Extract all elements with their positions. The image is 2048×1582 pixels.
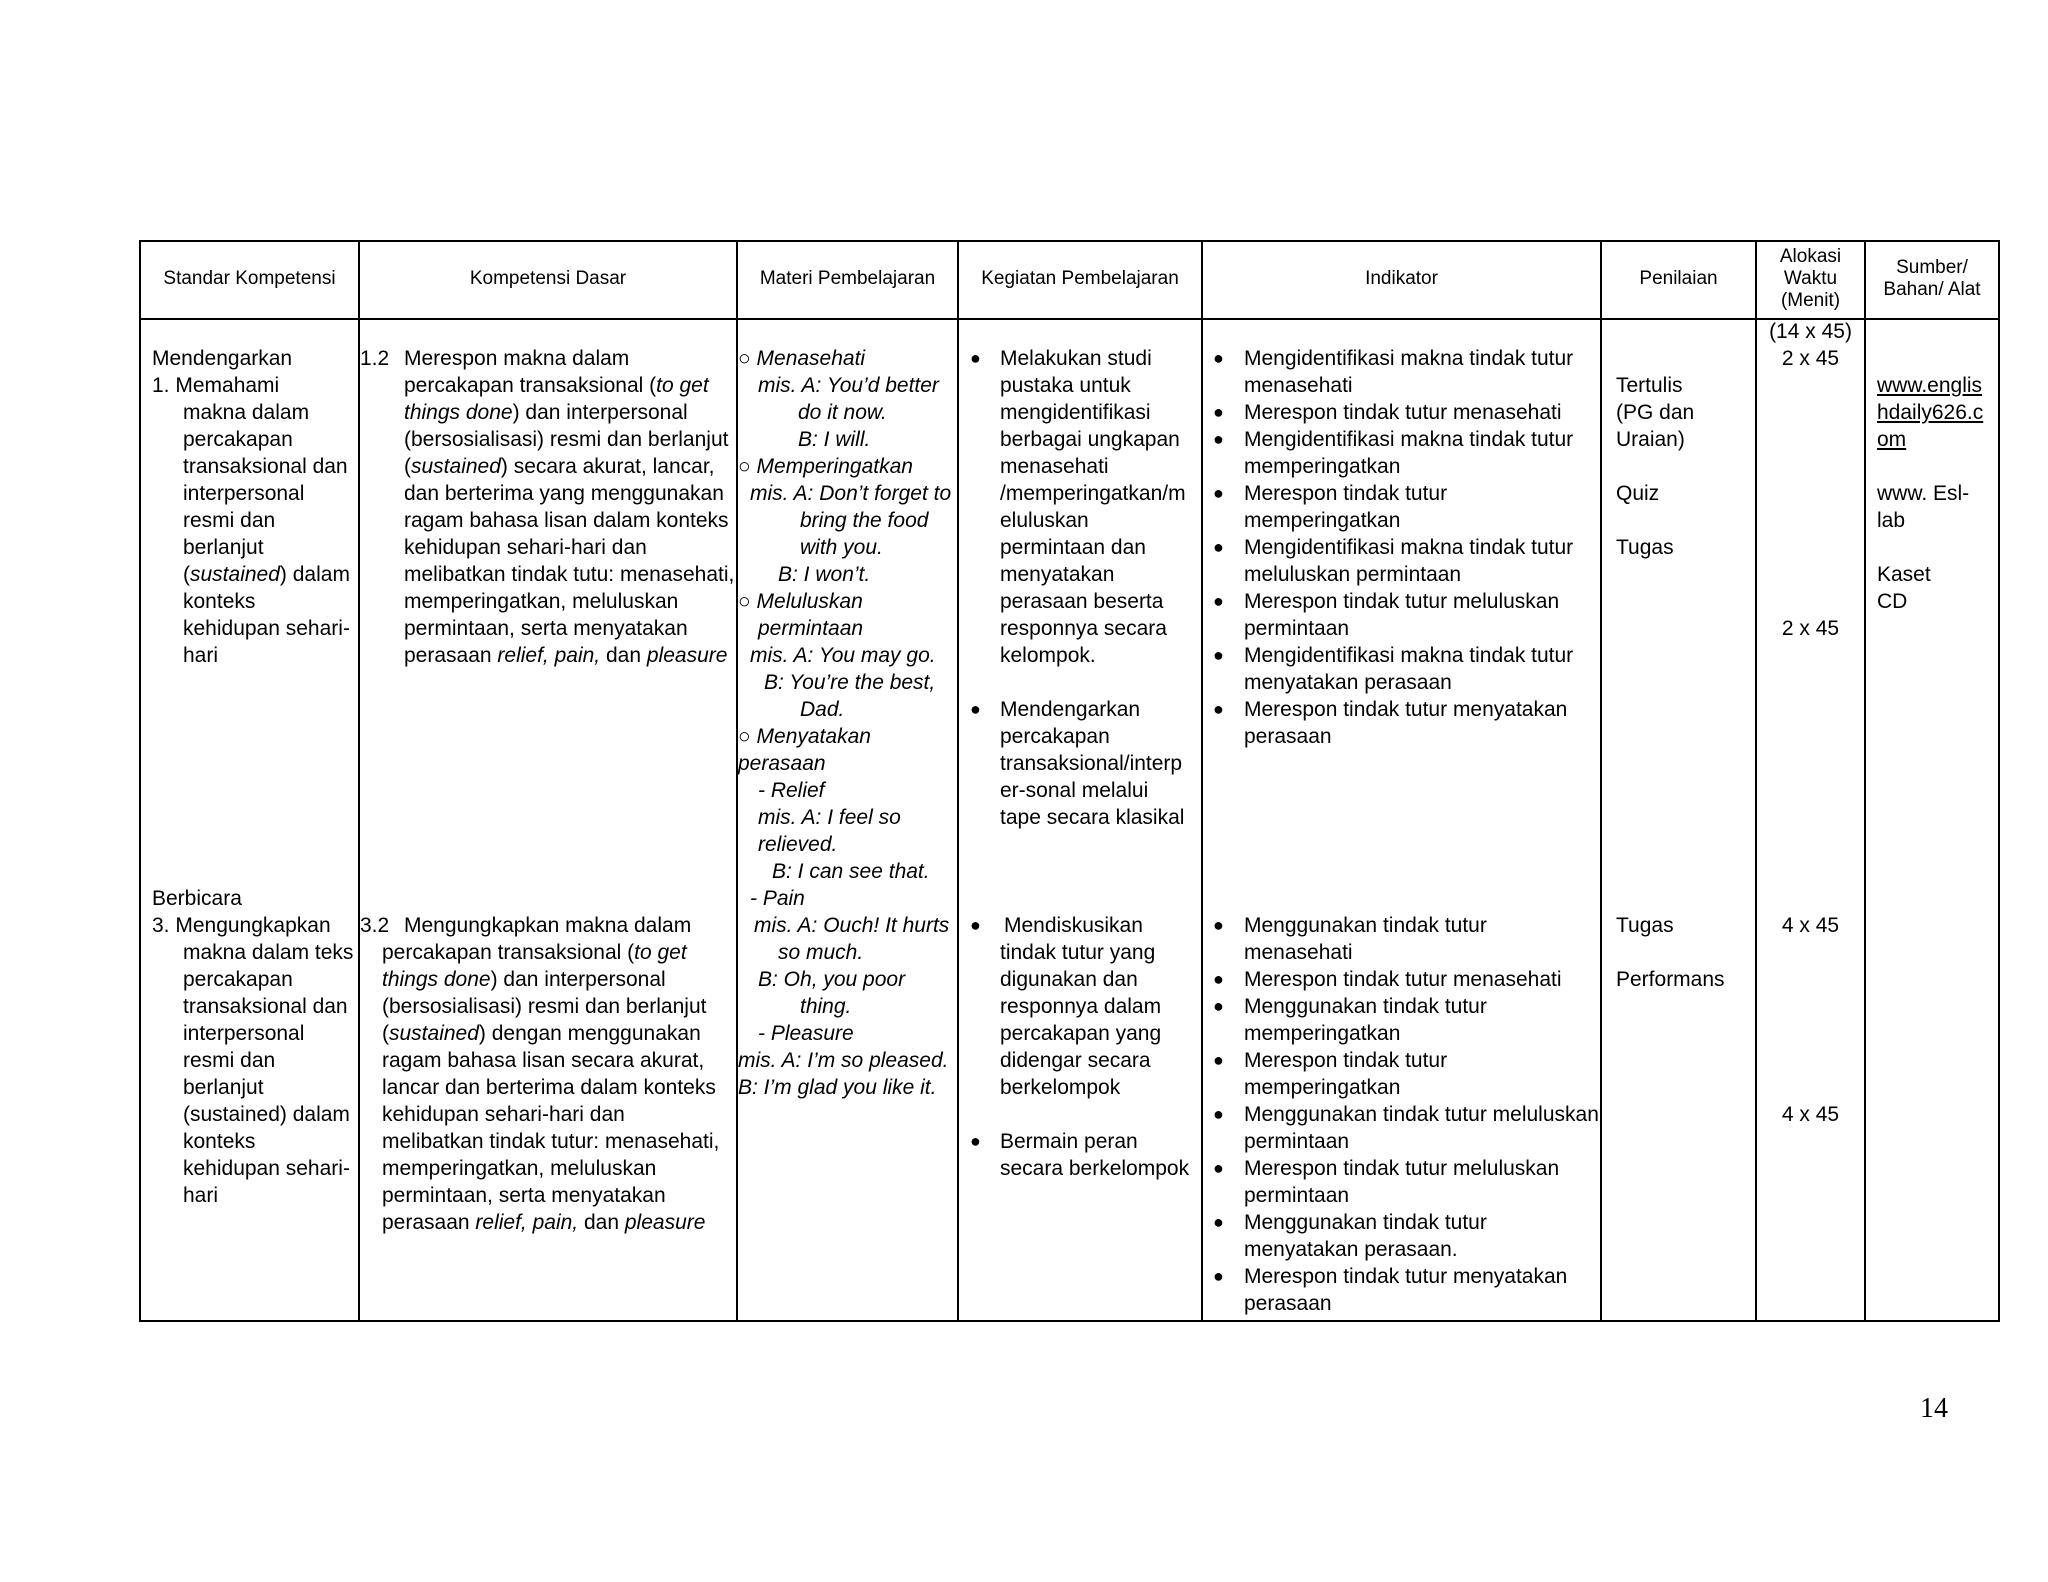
kegiatan-line: transaksional/interp [1000, 752, 1183, 775]
standar-section-2 [152, 885, 353, 1209]
penilaian-line: Tertulis [1616, 374, 1683, 397]
header-alokasi: Alokasi Waktu (Menit) [1779, 246, 1842, 311]
standar-line: resmi dan [183, 509, 276, 532]
standar-line: kehidupan sehari- [183, 617, 350, 640]
kompetensi-line: perasaan relief, pain, dan pleasure [404, 644, 728, 667]
materi-line: thing. [800, 995, 852, 1018]
kompetensi-line: (bersosialisasi) resmi dan berlanjut [404, 428, 729, 451]
bullet-icon: ● [1213, 699, 1224, 719]
sumber-line: lab [1877, 509, 1906, 532]
indikator-item: ● Merespon tindak tutur meluluskan permintaan [1213, 590, 1560, 640]
indikator-item: ● Merespon tindak tutur menyatakan perasaan [1213, 698, 1568, 748]
kegiatan-line: Mendiskusikan [1004, 914, 1143, 937]
bullet-icon: ● [1213, 429, 1224, 449]
alokasi-4: 4 x 45 [1781, 1103, 1840, 1126]
indikator-item: ● Merespon tindak tutur meluluskan permintaan [1213, 1157, 1560, 1207]
kompetensi-line: dan berterima yang menggunakan [404, 482, 724, 505]
bullet-icon: ● [970, 699, 981, 719]
sumber-line: CD [1877, 590, 1908, 613]
standar-line: interpersonal [183, 1022, 305, 1045]
bullet-icon: ● [1213, 483, 1224, 503]
kegiatan-line: menasehati [1000, 455, 1109, 478]
kegiatan-line: pustaka untuk [1000, 374, 1131, 397]
materi-line: B: I will. [798, 428, 871, 451]
bullet-icon: ● [1213, 348, 1224, 368]
kompetensi-line: permintaan, serta menyatakan [382, 1184, 666, 1207]
standar-line: konteks [183, 1130, 256, 1153]
circle-bullet-icon: ○ [738, 590, 757, 613]
materi-topic: ○ Memperingatkan [738, 455, 913, 478]
standar-line: hari [183, 1184, 219, 1207]
indikator-item: ● Mengidentifikasi makna tindak tutur menyatakan perasaan [1213, 644, 1574, 694]
materi-line: permintaan [758, 617, 864, 640]
penilaian-line: Tugas [1616, 536, 1674, 559]
header-penilaian: Penilaian [1639, 268, 1718, 289]
kegiatan-line: secara berkelompok [1000, 1157, 1190, 1180]
header-materi: Materi Pembelajaran [759, 268, 936, 289]
standar-line: makna dalam teks [183, 941, 354, 964]
source-link[interactable]: www.englis hdaily626.c om [1877, 374, 1984, 451]
penilaian-line: Quiz [1616, 482, 1660, 505]
kompetensi-line: percakapan transaksional (to get [382, 941, 687, 964]
header-kegiatan: Kegiatan Pembelajaran [981, 268, 1179, 289]
header-kompetensi: Kompetensi Dasar [469, 268, 627, 289]
kompetensi-2 [382, 912, 719, 1236]
indikator-list-1 [1213, 345, 1574, 750]
kegiatan-line: didengar secara [1000, 1049, 1151, 1072]
kompetensi-line: (sustained) secara akurat, lancar, [404, 455, 715, 478]
kegiatan-line: responnya dalam [1000, 995, 1162, 1018]
standar-line: interpersonal [183, 482, 305, 505]
standar-line: resmi dan [183, 1049, 276, 1072]
indikator-item: ● Menggunakan tindak tutur meluluskan permintaan [1213, 1103, 1599, 1153]
standar-line: 3. Mengungkapkan [152, 914, 331, 937]
materi-line: mis. A: I feel so [758, 806, 901, 829]
indikator-item: ● Merespon tindak tutur memperingatkan [1213, 482, 1448, 532]
kompetensi-number-1: 1.2 [360, 347, 390, 370]
indikator-item: ● Mengidentifikasi makna tindak tutur menasehati [1213, 347, 1574, 397]
bullet-icon: ● [1213, 537, 1224, 557]
kegiatan-line: percakapan [1000, 725, 1110, 748]
bullet-icon: ● [970, 348, 981, 368]
kompetensi-1 [404, 345, 734, 669]
kompetensi-line: (sustained) dengan menggunakan [382, 1022, 701, 1045]
sumber-content [1877, 372, 1983, 615]
kegiatan-line: menyatakan [1000, 563, 1115, 586]
standar-line: (sustained) dalam [183, 1103, 350, 1126]
materi-line: - Pain [750, 887, 805, 910]
kompetensi-line: (bersosialisasi) resmi dan berlanjut [382, 995, 707, 1018]
kegiatan-line: Mendengarkan [1000, 698, 1141, 721]
penilaian-2 [1616, 912, 1725, 993]
materi-content [738, 345, 951, 1101]
kompetensi-line: Merespon makna dalam [404, 347, 630, 370]
materi-line: so much. [778, 941, 864, 964]
standar-line: transaksional dan [183, 995, 348, 1018]
standar-line: transaksional dan [183, 455, 348, 478]
materi-line: mis. A: You may go. [750, 644, 936, 667]
indikator-item: ● Mengidentifikasi makna tindak tutur meluluskan permintaan [1213, 536, 1574, 586]
materi-line: bring the food [800, 509, 929, 532]
kompetensi-line: things done) dan interpersonal [382, 968, 666, 991]
kegiatan-item-4 [970, 1128, 1190, 1182]
kompetensi-line: melibatkan tindak tutu: menasehati, [404, 563, 735, 586]
materi-topic: ○ Meluluskan [738, 590, 863, 613]
kegiatan-line: Bermain peran [1000, 1130, 1138, 1153]
penilaian-1 [1616, 372, 1694, 561]
circle-bullet-icon: ○ [738, 725, 757, 748]
bullet-icon: ● [1213, 1158, 1224, 1178]
materi-line: mis. A: Ouch! It hurts [754, 914, 950, 937]
bullet-icon: ● [1213, 996, 1224, 1016]
kompetensi-line: kehidupan sehari-hari dan [382, 1103, 625, 1126]
materi-topic: ○ Menasehati [738, 347, 866, 370]
materi-line: mis. A: I’m so pleased. [738, 1049, 949, 1072]
kompetensi-line: things done) dan interpersonal [404, 401, 688, 424]
kompetensi-line: perasaan relief, pain, dan pleasure [382, 1211, 706, 1234]
kegiatan-line: responnya secara [1000, 617, 1167, 640]
indikator-item: ● Menggunakan tindak tutur menasehati [1213, 914, 1487, 964]
materi-topic: ○ Menyatakan [738, 725, 871, 748]
bullet-icon: ● [1213, 1212, 1224, 1232]
materi-line: mis. A: Don’t forget to [750, 482, 952, 505]
kegiatan-item-1 [970, 345, 1186, 669]
standar-section-1 [152, 345, 350, 669]
header-standar: Standar Kompetensi [163, 268, 336, 289]
kegiatan-item-3 [970, 912, 1162, 1101]
bullet-icon: ● [1213, 915, 1224, 935]
penilaian-line: Performans [1616, 968, 1725, 991]
bullet-icon: ● [1213, 1104, 1224, 1124]
circle-bullet-icon: ○ [738, 455, 757, 478]
alokasi-total: (14 x 45) [1769, 320, 1852, 343]
indikator-item: ● Menggunakan tindak tutur menyatakan perasaan. [1213, 1211, 1487, 1261]
bullet-icon: ● [1213, 645, 1224, 665]
kompetensi-line: ragam bahasa lisan dalam konteks [404, 509, 729, 532]
materi-line: with you. [800, 536, 883, 559]
bullet-icon: ● [970, 1131, 981, 1151]
materi-line: B: Oh, you poor [758, 968, 906, 991]
standar-line: percakapan [183, 428, 293, 451]
alokasi-1: 2 x 45 [1781, 347, 1840, 370]
standar-line: 1. Memahami [152, 374, 280, 397]
standar-line: kehidupan sehari- [183, 1157, 350, 1180]
bullet-icon: ● [1213, 591, 1224, 611]
circle-bullet-icon: ○ [738, 347, 757, 370]
kegiatan-line: perasaan beserta [1000, 590, 1164, 613]
header-sumber: Sumber/ Bahan/ Alat [1883, 257, 1981, 300]
kegiatan-line: eluluskan [1000, 509, 1089, 532]
alokasi-2: 2 x 45 [1781, 617, 1840, 640]
materi-line: do it now. [798, 401, 887, 424]
standar-title-berbicara: Berbicara [152, 887, 242, 910]
kegiatan-line: permintaan dan [1000, 536, 1146, 559]
sumber-line: www. Esl- [1877, 482, 1970, 505]
materi-line: Dad. [800, 698, 845, 721]
standar-line: konteks [183, 590, 256, 613]
header-indikator: Indikator [1365, 268, 1438, 289]
sumber-line: Kaset [1877, 563, 1931, 586]
standar-line: berlanjut [183, 1076, 264, 1099]
kompetensi-line: kehidupan sehari-hari dan [404, 536, 647, 559]
penilaian-line: (PG dan [1616, 401, 1695, 424]
penilaian-line: Tugas [1616, 914, 1674, 937]
page-number: 14 [1920, 1393, 1948, 1424]
kegiatan-line: tape secara klasikal [1000, 806, 1185, 829]
kegiatan-line: tindak tutur yang [1000, 941, 1156, 964]
bullet-icon: ● [1213, 1050, 1224, 1070]
kompetensi-line: memperingatkan, meluluskan [382, 1157, 657, 1180]
standar-line: percakapan [183, 968, 293, 991]
indikator-item: ● Menggunakan tindak tutur memperingatkan [1213, 995, 1487, 1045]
standar-line: (sustained) dalam [183, 563, 350, 586]
materi-line: B: I won’t. [778, 563, 871, 586]
materi-line: B: You’re the best, [764, 671, 936, 694]
kegiatan-line: er-sonal melalui [1000, 779, 1149, 802]
standar-line: makna dalam [183, 401, 310, 424]
kegiatan-line: kelompok. [1000, 644, 1096, 667]
kompetensi-line: ragam bahasa lisan secara akurat, [382, 1049, 705, 1072]
penilaian-line: Uraian) [1616, 428, 1685, 451]
bullet-icon: ● [1213, 969, 1224, 989]
kegiatan-line: digunakan dan [1000, 968, 1138, 991]
materi-line: - Relief [758, 779, 825, 802]
indikator-item: ● Mengidentifikasi makna tindak tutur memperingatkan [1213, 428, 1574, 478]
kegiatan-item-2 [970, 696, 1185, 831]
bullet-icon: ● [1213, 402, 1224, 422]
kompetensi-number-2: 3.2 [360, 914, 390, 937]
materi-line: - Pleasure [758, 1022, 854, 1045]
kegiatan-line: berbagai ungkapan [1000, 428, 1180, 451]
kompetensi-line: permintaan, serta menyatakan [404, 617, 688, 640]
standar-line: hari [183, 644, 219, 667]
materi-line: B: I’m glad you like it. [738, 1076, 937, 1099]
bullet-icon: ● [1213, 1266, 1224, 1286]
indikator-item: ● Merespon tindak tutur menasehati [1213, 401, 1562, 424]
standar-title-mendengarkan: Mendengarkan [152, 347, 293, 370]
kompetensi-line: Mengungkapkan makna dalam [404, 914, 692, 937]
bullet-icon: ● [970, 915, 981, 935]
materi-line: perasaan [738, 752, 826, 775]
kompetensi-line: memperingatkan, meluluskan [404, 590, 679, 613]
kegiatan-line: percakapan yang [1000, 1022, 1162, 1045]
materi-line: mis. A: You’d better [758, 374, 939, 397]
materi-line: B: I can see that. [772, 860, 930, 883]
kompetensi-line: percakapan transaksional (to get [404, 374, 709, 397]
indikator-item: ● Merespon tindak tutur menyatakan perasaan [1213, 1265, 1568, 1315]
indikator-list-2 [1213, 912, 1599, 1317]
kegiatan-line: Melakukan studi [1000, 347, 1152, 370]
alokasi-3: 4 x 45 [1781, 914, 1840, 937]
indikator-item: ● Merespon tindak tutur menasehati [1213, 968, 1562, 991]
kegiatan-line: berkelompok [1000, 1076, 1121, 1099]
kegiatan-line: mengidentifikasi [1000, 401, 1151, 424]
standar-line: berlanjut [183, 536, 264, 559]
materi-line: relieved. [758, 833, 838, 856]
kompetensi-line: melibatkan tindak tutur: menasehati, [382, 1130, 720, 1153]
kompetensi-line: lancar dan berterima dalam konteks [382, 1076, 716, 1099]
kegiatan-line: /memperingatkan/m [1000, 482, 1186, 505]
indikator-item: ● Merespon tindak tutur memperingatkan [1213, 1049, 1448, 1099]
